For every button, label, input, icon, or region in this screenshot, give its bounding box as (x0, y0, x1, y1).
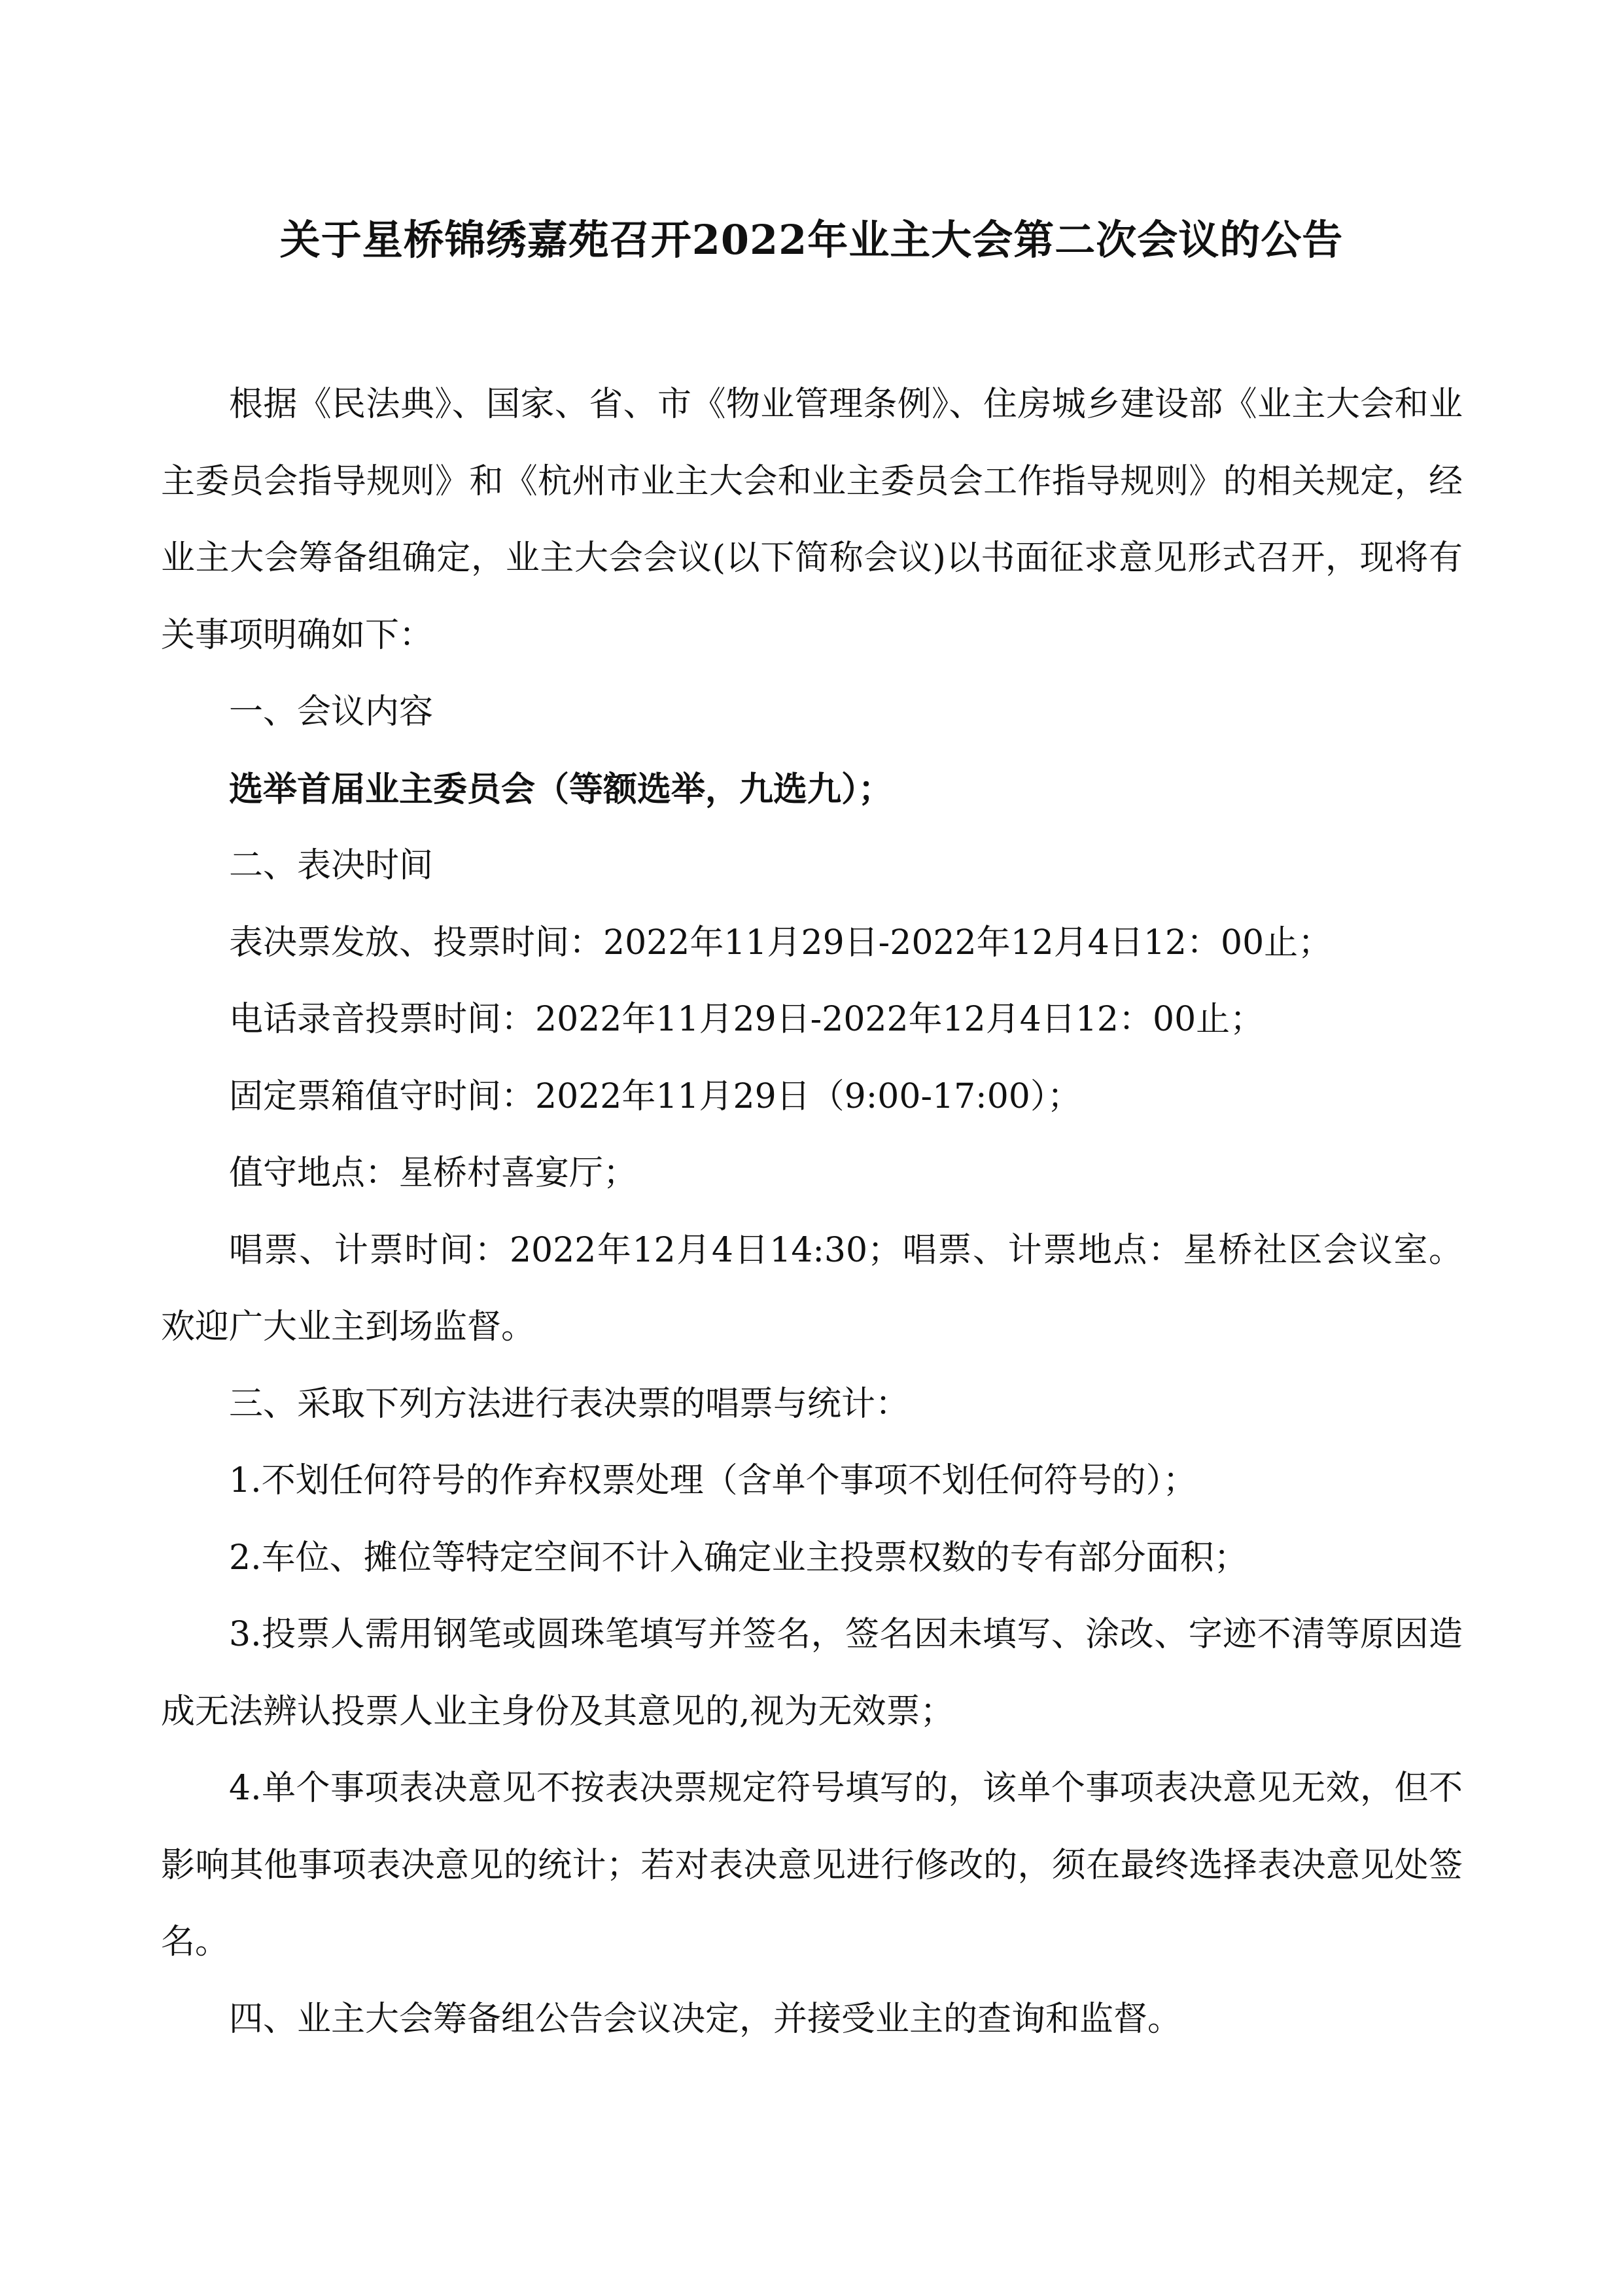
counting-rule-4: 4.单个事项表决意见不按表决票规定符号填写的，该单个事项表决意见无效，但不影响其他事项表决意见的统计；若对表决意见进行修改的，须在最终选择表决意见处签名。 (161, 1769, 1463, 1962)
section-heading-announcement: 四、业主大会筹备组公告会议决定，并接受业主的查询和监督。 (229, 1999, 1182, 2039)
document-title: 关于星桥锦绣嘉苑召开2022年业主大会第二次会议的公告 (279, 216, 1344, 264)
meeting-content-item: 选举首届业主委员会（等额选举，九选九）； (229, 769, 893, 809)
section-heading-counting-methods: 三、采取下列方法进行表决票的唱票与统计： (229, 1384, 910, 1424)
phone-voting-time: 电话录音投票时间：2022年11月29日-2022年12月4日12：00止； (229, 1000, 1265, 1039)
intro-paragraph: 根据《民法典》、国家、省、市《物业管理条例》、住房城乡建设部《业主大会和业主委员会指导规则》和《杭州市业主大会和业主委员会工作指导规则》的相关规定，经业主大会筹备组确定，业主大会会议(以下简称会议)以书面征求意见形式召开，现将有关事项明确如下： (161, 385, 1463, 655)
section-heading-voting-time: 二、表决时间 (229, 846, 434, 885)
counting-rule-1: 1.不划任何符号的作弃权票处理（含单个事项不划任何符号的）； (229, 1461, 1197, 1500)
ballot-distribution-time: 表决票发放、投票时间：2022年11月29日-2022年12月4日12：00止； (229, 923, 1333, 963)
counting-rule-2: 2.车位、摊位等特定空间不计入确定业主投票权数的专有部分面积； (229, 1538, 1248, 1578)
document-body (161, 366, 1463, 2058)
counting-time-location: 唱票、计票时间：2022年12月4日14:30；唱票、计票地点：星桥社区会议室。欢迎广大业主到场监督。 (161, 1230, 1463, 1347)
ballot-box-time: 固定票箱值守时间：2022年11月29日（9:00-17:00）； (229, 1076, 1081, 1116)
counting-rule-3: 3.投票人需用钢笔或圆珠笔填写并签名，签名因未填写、涂改、字迹不清等原因造成无法辨认投票人业主身份及其意见的,视为无效票； (161, 1615, 1463, 1731)
section-heading-meeting-content: 一、会议内容 (229, 692, 434, 732)
ballot-box-location: 值守地点：星桥村喜宴厅； (229, 1154, 638, 1193)
